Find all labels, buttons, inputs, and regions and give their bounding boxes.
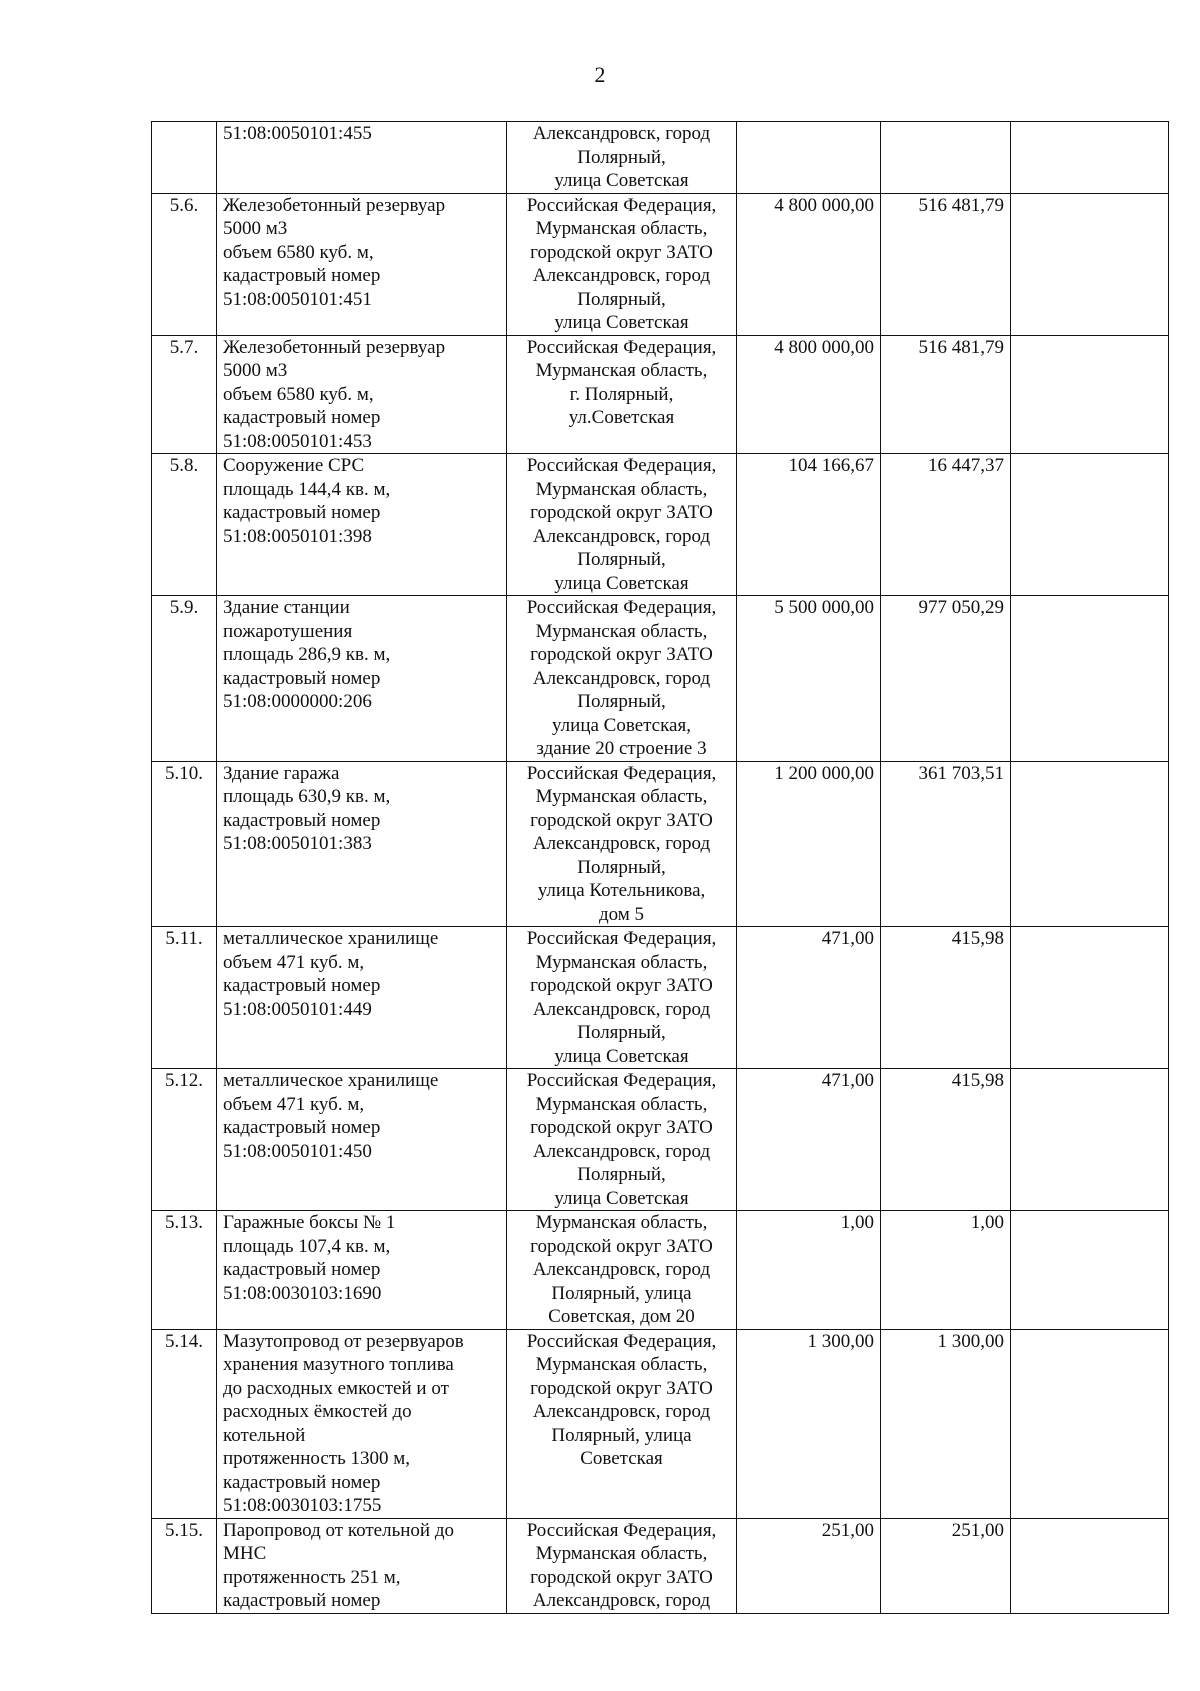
note-cell bbox=[1011, 761, 1169, 927]
item-address-cell-line: Александровск, город bbox=[532, 1401, 711, 1422]
item-name-cell-line: объем 471 куб. м, bbox=[223, 951, 365, 973]
item-name-cell-line: 5000 м3 bbox=[223, 218, 288, 239]
item-address-cell-line: городской округ ЗАТО bbox=[530, 1117, 713, 1138]
item-name-cell-line: объем 6580 куб. м, bbox=[223, 241, 374, 263]
note-cell bbox=[1011, 454, 1169, 596]
table-row bbox=[152, 1518, 1169, 1613]
item-address-cell-line: городской округ ЗАТО bbox=[530, 241, 713, 263]
item-address-cell-line: Александровск, город bbox=[532, 1259, 711, 1280]
item-address-cell bbox=[507, 1329, 737, 1518]
item-name-cell bbox=[217, 1518, 507, 1613]
page-number: 2 bbox=[594, 62, 606, 87]
item-address-cell-line: Российская Федерация, bbox=[526, 1330, 717, 1352]
item-name-cell-line: 51:08:0050101:455 bbox=[223, 123, 372, 144]
item-name-cell-line: 51:08:0000000:206 bbox=[223, 691, 372, 712]
item-name-cell-line: кадастровый номер bbox=[223, 1117, 381, 1138]
item-address-cell-line: Российская Федерация, bbox=[526, 597, 717, 618]
item-name-cell bbox=[217, 122, 507, 194]
item-name-cell bbox=[217, 1329, 507, 1518]
item-name-cell-line: кадастровый номер bbox=[223, 1590, 381, 1611]
item-address-cell-line: Полярный, bbox=[577, 288, 666, 310]
item-address-cell-line: Российская Федерация, bbox=[526, 455, 717, 476]
balance-value-cell: 471,00 bbox=[737, 927, 881, 1069]
item-address-cell-line: городской округ ЗАТО bbox=[530, 1377, 713, 1399]
item-name-cell bbox=[217, 193, 507, 335]
residual-value-cell: 1,00 bbox=[881, 1211, 1011, 1330]
residual-value-cell: 361 703,51 bbox=[881, 761, 1011, 927]
item-name-cell-line: расходных ёмкостей до bbox=[223, 1401, 412, 1422]
item-address-cell-line: Российская Федерация, bbox=[526, 1519, 717, 1541]
note-cell bbox=[1011, 1069, 1169, 1211]
item-address-cell-line: Российская Федерация, bbox=[526, 194, 717, 216]
item-address-cell-line: Полярный, bbox=[577, 1022, 666, 1043]
item-name-cell-line: площадь 107,4 кв. м, bbox=[223, 1235, 391, 1257]
balance-value-cell: 1,00 bbox=[737, 1211, 881, 1330]
item-name-cell-line: кадастровый номер bbox=[223, 667, 381, 689]
item-address-cell-line: здание 20 строение 3 bbox=[536, 738, 707, 759]
item-address-cell-line: улица Советская bbox=[554, 1187, 689, 1209]
item-address-cell-line: Александровск, город bbox=[532, 667, 711, 689]
item-name-cell-line: кадастровый номер bbox=[223, 975, 381, 996]
table-row bbox=[152, 761, 1169, 927]
item-name-cell-line: хранения мазутного топлива bbox=[223, 1354, 454, 1375]
note-cell bbox=[1011, 335, 1169, 454]
table-row bbox=[152, 1329, 1169, 1518]
item-name-cell-line: 51:08:0050101:398 bbox=[223, 525, 372, 547]
residual-value-cell: 977 050,29 bbox=[881, 596, 1011, 762]
table-row bbox=[152, 596, 1169, 762]
item-name-cell-line: объем 471 куб. м, bbox=[223, 1093, 365, 1115]
item-name-cell-line: 51:08:0050101:383 bbox=[223, 833, 372, 854]
residual-value-cell: 1 300,00 bbox=[881, 1329, 1011, 1518]
balance-value-cell: 1 300,00 bbox=[737, 1329, 881, 1518]
item-address-cell-line: Полярный, bbox=[577, 549, 666, 570]
table-row bbox=[152, 927, 1169, 1069]
item-name-cell-line: металлическое хранилище bbox=[223, 1070, 439, 1091]
item-name-cell bbox=[217, 761, 507, 927]
item-name-cell-line: Паропровод от котельной до bbox=[223, 1519, 454, 1541]
item-address-cell-line: Полярный, bbox=[577, 691, 666, 712]
item-name-cell bbox=[217, 596, 507, 762]
item-address-cell-line: Полярный, bbox=[577, 856, 666, 878]
table-row bbox=[152, 1211, 1169, 1330]
item-name-cell-line: площадь 144,4 кв. м, bbox=[223, 478, 391, 500]
item-number-cell bbox=[152, 122, 217, 194]
item-address-cell-line: Александровск, город bbox=[532, 833, 711, 854]
item-address-cell-line: Полярный, улица bbox=[551, 1424, 692, 1446]
item-address-cell-line: Советская bbox=[580, 1448, 663, 1469]
item-number-cell: 5.10. bbox=[152, 761, 217, 927]
item-address-cell bbox=[507, 927, 737, 1069]
item-address-cell-line: Александровск, город bbox=[532, 525, 711, 547]
balance-value-cell: 4 800 000,00 bbox=[737, 335, 881, 454]
note-cell bbox=[1011, 1518, 1169, 1613]
item-address-cell-line: Российская Федерация, bbox=[526, 1070, 717, 1091]
item-name-cell-line: кадастровый номер bbox=[223, 1259, 381, 1280]
item-name-cell-line: 51:08:0050101:451 bbox=[223, 288, 372, 310]
balance-value-cell: 104 166,67 bbox=[737, 454, 881, 596]
balance-value-cell bbox=[737, 122, 881, 194]
residual-value-cell: 516 481,79 bbox=[881, 335, 1011, 454]
item-name-cell-line: кадастровый номер bbox=[223, 809, 381, 831]
item-name-cell-line: Железобетонный резервуар bbox=[223, 336, 446, 358]
item-address-cell-line: Российская Федерация, bbox=[526, 336, 717, 358]
table-row bbox=[152, 122, 1169, 194]
item-address-cell-line: улица Котельникова, bbox=[537, 880, 706, 901]
item-address-cell-line: городской округ ЗАТО bbox=[530, 809, 713, 831]
item-name-cell-line: 51:08:0050101:449 bbox=[223, 998, 372, 1020]
item-address-cell-line: ул.Советская bbox=[568, 407, 675, 428]
item-address-cell-line: улица Советская bbox=[554, 312, 689, 333]
item-address-cell-line: Александровск, город bbox=[532, 998, 711, 1020]
item-name-cell-line: Сооружение СРС bbox=[223, 455, 365, 476]
note-cell bbox=[1011, 122, 1169, 194]
item-address-cell-line: Советская, дом 20 bbox=[548, 1306, 695, 1327]
item-address-cell-line: городской округ ЗАТО bbox=[530, 975, 713, 996]
item-address-cell-line: Мурманская область, bbox=[535, 786, 708, 807]
residual-value-cell: 516 481,79 bbox=[881, 193, 1011, 335]
item-name-cell-line: площадь 630,9 кв. м, bbox=[223, 786, 391, 807]
item-address-cell bbox=[507, 1211, 737, 1330]
item-name-cell-line: 51:08:0050101:450 bbox=[223, 1140, 372, 1162]
item-address-cell bbox=[507, 761, 737, 927]
item-address-cell-line: улица Советская, bbox=[552, 714, 691, 736]
item-address-cell-line: Мурманская область, bbox=[535, 620, 708, 642]
item-name-cell-line: 51:08:0050101:453 bbox=[223, 430, 372, 452]
residual-value-cell: 16 447,37 bbox=[881, 454, 1011, 596]
item-name-cell-line: кадастровый номер bbox=[223, 265, 381, 286]
item-address-cell-line: Мурманская область, bbox=[535, 478, 708, 500]
item-address-cell-line: Александровск, город bbox=[532, 1140, 711, 1162]
item-address-cell-line: городской округ ЗАТО bbox=[530, 644, 713, 665]
item-address-cell-line: Александровск, город bbox=[532, 265, 711, 286]
item-number-cell: 5.11. bbox=[152, 927, 217, 1069]
item-address-cell-line: Александровск, город bbox=[532, 123, 711, 144]
item-name-cell-line: протяженность 1300 м, bbox=[223, 1448, 411, 1469]
item-address-cell-line: улица Советская bbox=[554, 572, 689, 594]
item-name-cell bbox=[217, 1069, 507, 1211]
item-name-cell-line: Гаражные боксы № 1 bbox=[223, 1212, 396, 1233]
residual-value-cell bbox=[881, 122, 1011, 194]
item-number-cell: 5.7. bbox=[152, 335, 217, 454]
note-cell bbox=[1011, 1211, 1169, 1330]
residual-value-cell: 251,00 bbox=[881, 1518, 1011, 1613]
item-name-cell-line: Здание гаража bbox=[223, 762, 340, 784]
residual-value-cell: 415,98 bbox=[881, 927, 1011, 1069]
item-name-cell-line: металлическое хранилище bbox=[223, 928, 439, 949]
item-number-cell: 5.8. bbox=[152, 454, 217, 596]
item-number-cell: 5.6. bbox=[152, 193, 217, 335]
balance-value-cell: 471,00 bbox=[737, 1069, 881, 1211]
item-address-cell-line: Полярный, bbox=[577, 1164, 666, 1185]
note-cell bbox=[1011, 596, 1169, 762]
item-name-cell bbox=[217, 454, 507, 596]
item-name-cell bbox=[217, 927, 507, 1069]
item-address-cell-line: г. Полярный, bbox=[569, 383, 674, 405]
item-address-cell-line: Мурманская область, bbox=[535, 218, 708, 239]
item-name-cell-line: 51:08:0030103:1755 bbox=[223, 1495, 382, 1516]
note-cell bbox=[1011, 193, 1169, 335]
table-row bbox=[152, 454, 1169, 596]
item-name-cell-line: МНС bbox=[223, 1543, 267, 1564]
item-name-cell-line: протяженность 251 м, bbox=[223, 1566, 401, 1588]
item-name-cell-line: 5000 м3 bbox=[223, 360, 288, 381]
balance-value-cell: 251,00 bbox=[737, 1518, 881, 1613]
item-address-cell bbox=[507, 454, 737, 596]
balance-value-cell: 5 500 000,00 bbox=[737, 596, 881, 762]
item-number-cell: 5.9. bbox=[152, 596, 217, 762]
item-address-cell-line: Мурманская область, bbox=[535, 1212, 708, 1233]
item-address-cell-line: Мурманская область, bbox=[535, 1543, 708, 1564]
item-address-cell-line: Мурманская область, bbox=[535, 1354, 708, 1375]
item-address-cell-line: Александровск, город bbox=[532, 1590, 711, 1611]
table-row bbox=[152, 1069, 1169, 1211]
item-address-cell-line: Полярный, улица bbox=[551, 1282, 692, 1304]
item-address-cell-line: улица Советская bbox=[554, 1045, 689, 1067]
item-address-cell bbox=[507, 193, 737, 335]
item-name-cell-line: кадастровый номер bbox=[223, 1471, 381, 1493]
item-name-cell-line: кадастровый номер bbox=[223, 407, 381, 428]
item-address-cell-line: Полярный, bbox=[577, 146, 666, 168]
item-name-cell-line: Железобетонный резервуар bbox=[223, 194, 446, 216]
item-address-cell bbox=[507, 1069, 737, 1211]
item-name-cell-line: пожаротушения bbox=[223, 620, 353, 642]
property-registry-table bbox=[151, 121, 1169, 1614]
note-cell bbox=[1011, 1329, 1169, 1518]
table-row bbox=[152, 193, 1169, 335]
item-address-cell bbox=[507, 122, 737, 194]
item-name-cell-line: кадастровый номер bbox=[223, 502, 381, 523]
balance-value-cell: 4 800 000,00 bbox=[737, 193, 881, 335]
item-address-cell bbox=[507, 1518, 737, 1613]
item-name-cell-line: 51:08:0030103:1690 bbox=[223, 1282, 382, 1304]
item-number-cell: 5.14. bbox=[152, 1329, 217, 1518]
item-number-cell: 5.15. bbox=[152, 1518, 217, 1613]
item-address-cell bbox=[507, 335, 737, 454]
item-name-cell bbox=[217, 335, 507, 454]
item-number-cell: 5.13. bbox=[152, 1211, 217, 1330]
residual-value-cell: 415,98 bbox=[881, 1069, 1011, 1211]
item-address-cell-line: Мурманская область, bbox=[535, 360, 708, 381]
item-name-cell-line: Здание станции bbox=[223, 597, 350, 618]
note-cell bbox=[1011, 927, 1169, 1069]
item-address-cell bbox=[507, 596, 737, 762]
table-row bbox=[152, 335, 1169, 454]
item-address-cell-line: дом 5 bbox=[598, 903, 645, 925]
item-name-cell-line: площадь 286,9 кв. м, bbox=[223, 644, 391, 665]
item-address-cell-line: улица Советская bbox=[554, 170, 689, 191]
item-address-cell-line: городской округ ЗАТО bbox=[530, 1235, 713, 1257]
item-name-cell-line: до расходных емкостей и от bbox=[223, 1377, 449, 1399]
balance-value-cell: 1 200 000,00 bbox=[737, 761, 881, 927]
item-name-cell bbox=[217, 1211, 507, 1330]
item-address-cell-line: Мурманская область, bbox=[535, 951, 708, 973]
item-address-cell-line: Мурманская область, bbox=[535, 1093, 708, 1115]
item-number-cell: 5.12. bbox=[152, 1069, 217, 1211]
item-name-cell-line: котельной bbox=[223, 1424, 306, 1446]
item-address-cell-line: Российская Федерация, bbox=[526, 928, 717, 949]
item-name-cell-line: объем 6580 куб. м, bbox=[223, 383, 374, 405]
item-name-cell-line: Мазутопровод от резервуаров bbox=[223, 1330, 464, 1352]
item-address-cell-line: Российская Федерация, bbox=[526, 762, 717, 784]
item-address-cell-line: городской округ ЗАТО bbox=[530, 1566, 713, 1588]
item-address-cell-line: городской округ ЗАТО bbox=[530, 502, 713, 523]
